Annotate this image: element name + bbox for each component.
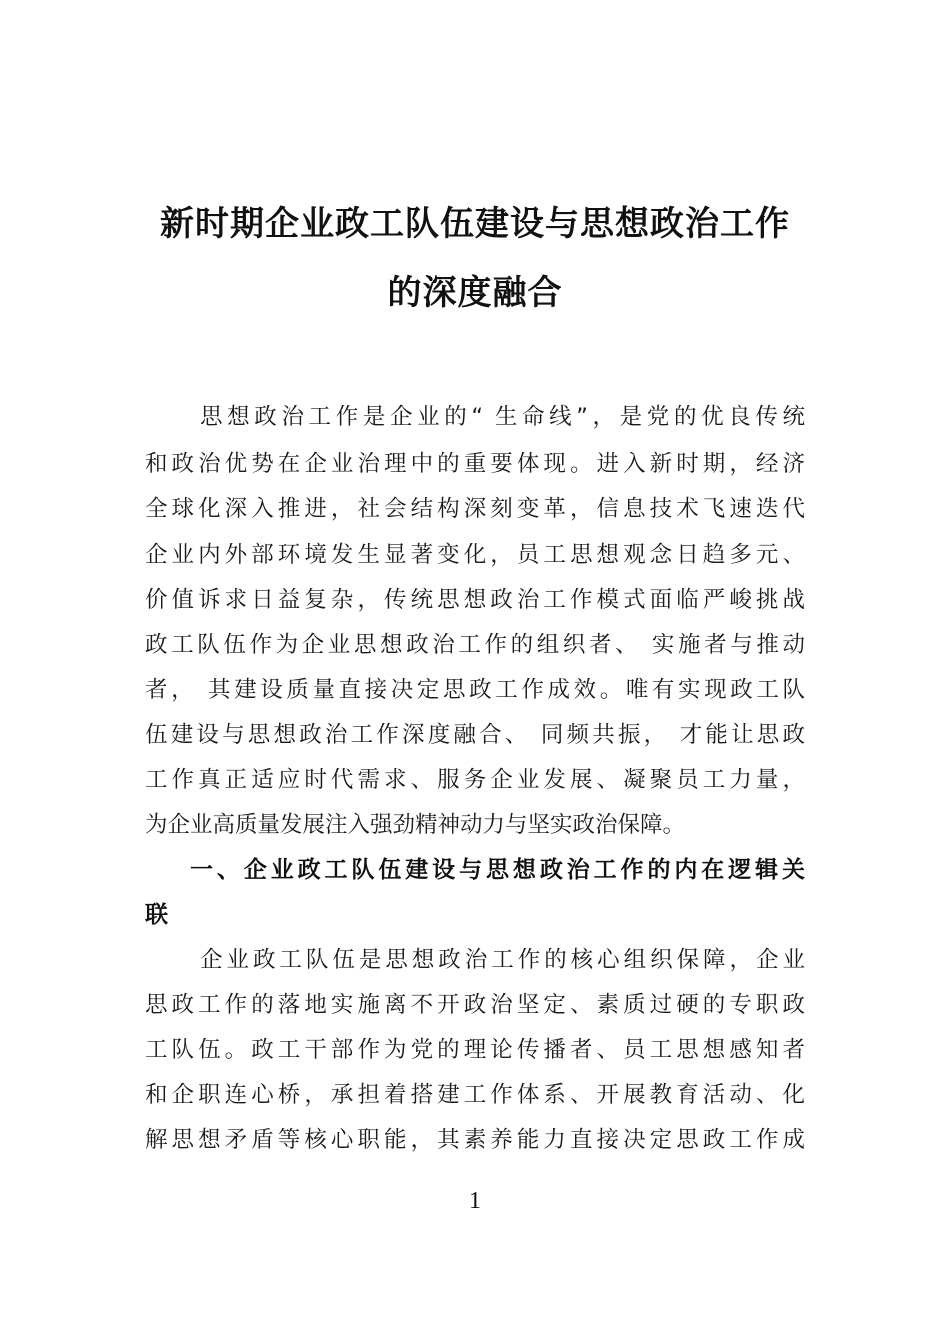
section-heading-line: 一、企业政工队伍建设与思想政治工作的内在逻辑关	[190, 857, 805, 883]
paragraph-line: 思政工作的落地实施离不开政治坚定、素质过硬的专职政	[145, 992, 805, 1018]
paragraph-line: 解思想矛盾等核心职能，其素养能力直接决定思政工作成	[145, 1127, 805, 1153]
paragraph-line: 企业内外部环境发生显著变化，员工思想观念日趋多元、	[145, 542, 805, 568]
paragraph-line: 工作真正适应时代需求、服务企业发展、凝聚员工力量，	[145, 767, 805, 793]
paragraph-line: 政工队伍作为企业思想政治工作的组织者、 实施者与推动	[145, 632, 805, 658]
paragraph-line: 者， 其建设质量直接决定思政工作成效。唯有实现政工队	[145, 677, 805, 703]
paragraph-line: 工队伍。政工干部作为党的理论传播者、员工思想感知者	[145, 1037, 805, 1063]
paragraph-line: 企业政工队伍是思想政治工作的核心组织保障，企业	[200, 947, 805, 973]
document-title-line-2: 的深度融合	[387, 273, 563, 313]
paragraph-line: 和企职连心桥，承担着搭建工作体系、开展教育活动、化	[145, 1082, 805, 1108]
paragraph-line: 全球化深入推进，社会结构深刻变革，信息技术飞速迭代	[145, 496, 805, 522]
section-heading-line: 联	[145, 902, 168, 928]
paragraph-line: 为企业高质量发展注入强劲精神动力与坚实政治保障。	[145, 812, 686, 838]
paragraph-line: 和政治优势在企业治理中的重要体现。进入新时期，经济	[145, 451, 805, 477]
paragraph-line: 价值诉求日益复杂，传统思想政治工作模式面临严峻挑战	[145, 587, 805, 613]
page-number: 1	[469, 1188, 481, 1214]
document-title-line-1: 新时期企业政工队伍建设与思想政治工作	[160, 204, 790, 244]
paragraph-line: 伍建设与思想政治工作深度融合、 同频共振， 才能让思政	[145, 722, 805, 748]
paragraph-line: 思想政治工作是企业的“ 生命线”，是党的优良传统	[200, 404, 805, 430]
